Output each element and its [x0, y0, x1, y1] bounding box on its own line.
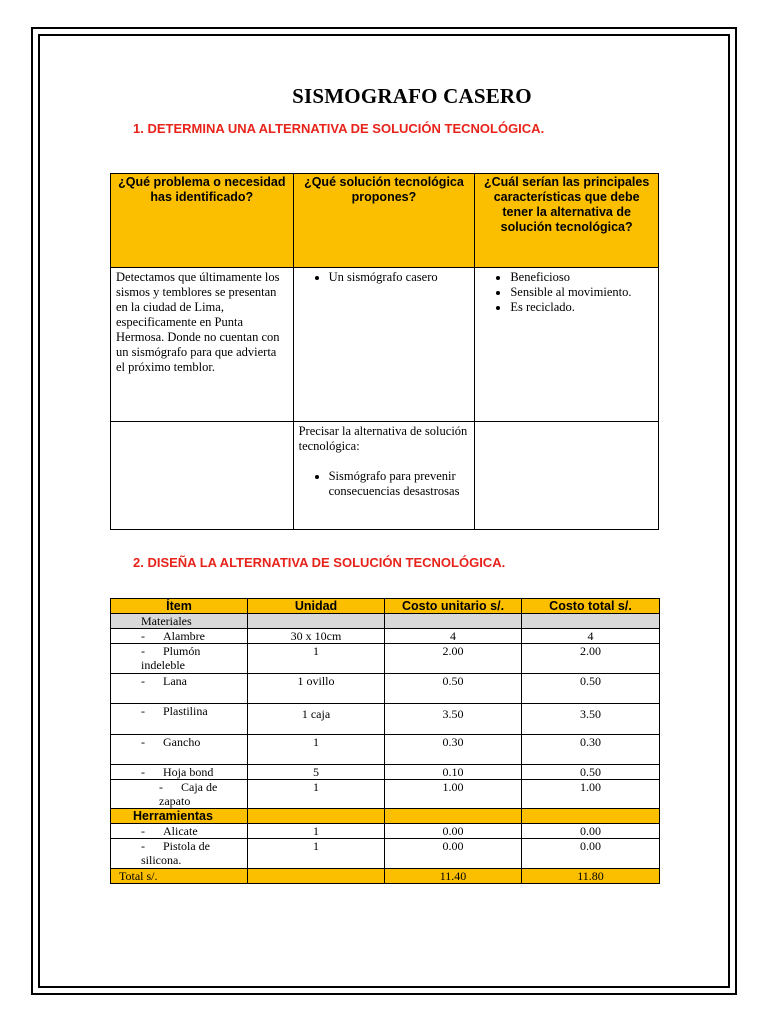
- header-problem: ¿Qué problema o necesidad has identificado?: [111, 174, 294, 268]
- list-item: • Sismógrafo para prevenir consecuencias desastrosas: [329, 469, 470, 499]
- item-name: Hoja bond: [163, 765, 214, 779]
- item-name: Alambre: [163, 629, 205, 643]
- total-row: [111, 869, 660, 884]
- item-name: Caja de zapato: [159, 780, 218, 808]
- header-costo-unitario: Costo unitario s/.: [385, 599, 522, 614]
- item-unit-cost: 0.00: [385, 839, 522, 869]
- item-unit-cost: 0.30: [385, 735, 522, 765]
- item-unit-cost: 3.50: [385, 704, 522, 735]
- cell-solution: [293, 268, 475, 422]
- cell-empty: [475, 422, 659, 530]
- table-row: - Caja de zapato 1 1.00 1.00: [111, 780, 660, 809]
- header-unidad: Unidad: [248, 599, 385, 614]
- cell-problem: Detectamos que últimamente los sismos y temblores se presentan en la ciudad de Lima, especificamente en Punta Hermosa. Donde no cuentan con un sismógrafo para que advierta el próximo temblor.: [111, 268, 294, 422]
- item-unit-cost: 1.00: [385, 780, 522, 809]
- item-name: Pistola de silicona.: [141, 839, 210, 867]
- item-name: Plastilina: [163, 704, 208, 718]
- table-row: - Pistola de silicona. 1 0.00 0.00: [111, 839, 660, 869]
- item-total-cost: 0.30: [522, 735, 660, 765]
- document-title: SISMOGRAFO CASERO: [292, 84, 532, 108]
- header-costo-total: Costo total s/.: [522, 599, 660, 614]
- item-total-cost: 0.00: [522, 824, 660, 839]
- item-name: Alicate: [163, 824, 198, 838]
- precisar-label: Precisar la alternativa de solución tecnológica:: [298, 424, 468, 453]
- item-unidad: 1: [248, 824, 385, 839]
- table-row: - Alambre 30 x 10cm 4 4: [111, 629, 660, 644]
- item-total-cost: 3.50: [522, 704, 660, 735]
- item-unidad: 1: [248, 735, 385, 765]
- solution-table: [110, 173, 659, 530]
- table-row: - Alicate 1 0.00 0.00: [111, 824, 660, 839]
- table-row: - Plastilina 1 caja 3.50 3.50: [111, 704, 660, 735]
- item-unidad: 1: [248, 644, 385, 674]
- header-item: Ítem: [111, 599, 248, 614]
- item-total-cost: 0.50: [522, 674, 660, 704]
- item-unit-cost: 4: [385, 629, 522, 644]
- item-unit-cost: 0.10: [385, 765, 522, 780]
- total-label: Total s/.: [111, 869, 248, 884]
- cell-characteristics: [475, 268, 659, 422]
- header-characteristics: ¿Cuál serían las principales características que debe tener la alternativa de solución tecnológica?: [475, 174, 659, 268]
- table-row: - Lana 1 ovillo 0.50 0.50: [111, 674, 660, 704]
- solution-list: [299, 270, 470, 285]
- cell-precisar: [293, 422, 475, 530]
- cost-table: [110, 598, 660, 884]
- characteristics-list: [480, 270, 653, 315]
- item-unit-cost: 2.00: [385, 644, 522, 674]
- item-total-cost: 1.00: [522, 780, 660, 809]
- item-unit-cost: 0.50: [385, 674, 522, 704]
- item-total-cost: 4: [522, 629, 660, 644]
- item-unit-cost: 0.00: [385, 824, 522, 839]
- precisar-list: [299, 469, 470, 499]
- item-name: Plumón indeleble: [141, 644, 201, 672]
- item-unidad: 5: [248, 765, 385, 780]
- header-solution: ¿Qué solución tecnológica propones?: [293, 174, 475, 268]
- table-row: - Gancho 1 0.30 0.30: [111, 735, 660, 765]
- item-unidad: 1: [248, 839, 385, 869]
- item-name: Gancho: [163, 735, 201, 749]
- section-2-heading: 2. DISEÑA LA ALTERNATIVA DE SOLUCIÓN TECNOLÓGICA.: [133, 555, 506, 570]
- item-total-cost: 0.50: [522, 765, 660, 780]
- section-1-heading: 1. DETERMINA UNA ALTERNATIVA DE SOLUCIÓN TECNOLÓGICA.: [133, 121, 545, 136]
- item-unidad: 1: [248, 780, 385, 809]
- cell-empty: [111, 422, 294, 530]
- table-row: - Plumón indeleble 1 2.00 2.00: [111, 644, 660, 674]
- item-unidad: 1 caja: [248, 704, 385, 735]
- materiales-label: Materiales: [111, 614, 248, 629]
- item-unidad: 30 x 10cm: [248, 629, 385, 644]
- list-item: • Es reciclado.: [510, 300, 653, 315]
- list-item: • Beneficioso: [510, 270, 653, 285]
- item-total-cost: 0.00: [522, 839, 660, 869]
- item-name: Lana: [163, 674, 187, 688]
- total-total-cost: 11.80: [522, 869, 660, 884]
- total-unit-cost: 11.40: [385, 869, 522, 884]
- item-unidad: 1 ovillo: [248, 674, 385, 704]
- item-total-cost: 2.00: [522, 644, 660, 674]
- table-row: - Hoja bond 5 0.10 0.50: [111, 765, 660, 780]
- herramientas-label: Herramientas: [111, 809, 248, 824]
- list-item: • Un sismógrafo casero: [329, 270, 470, 285]
- list-item: • Sensible al movimiento.: [510, 285, 653, 300]
